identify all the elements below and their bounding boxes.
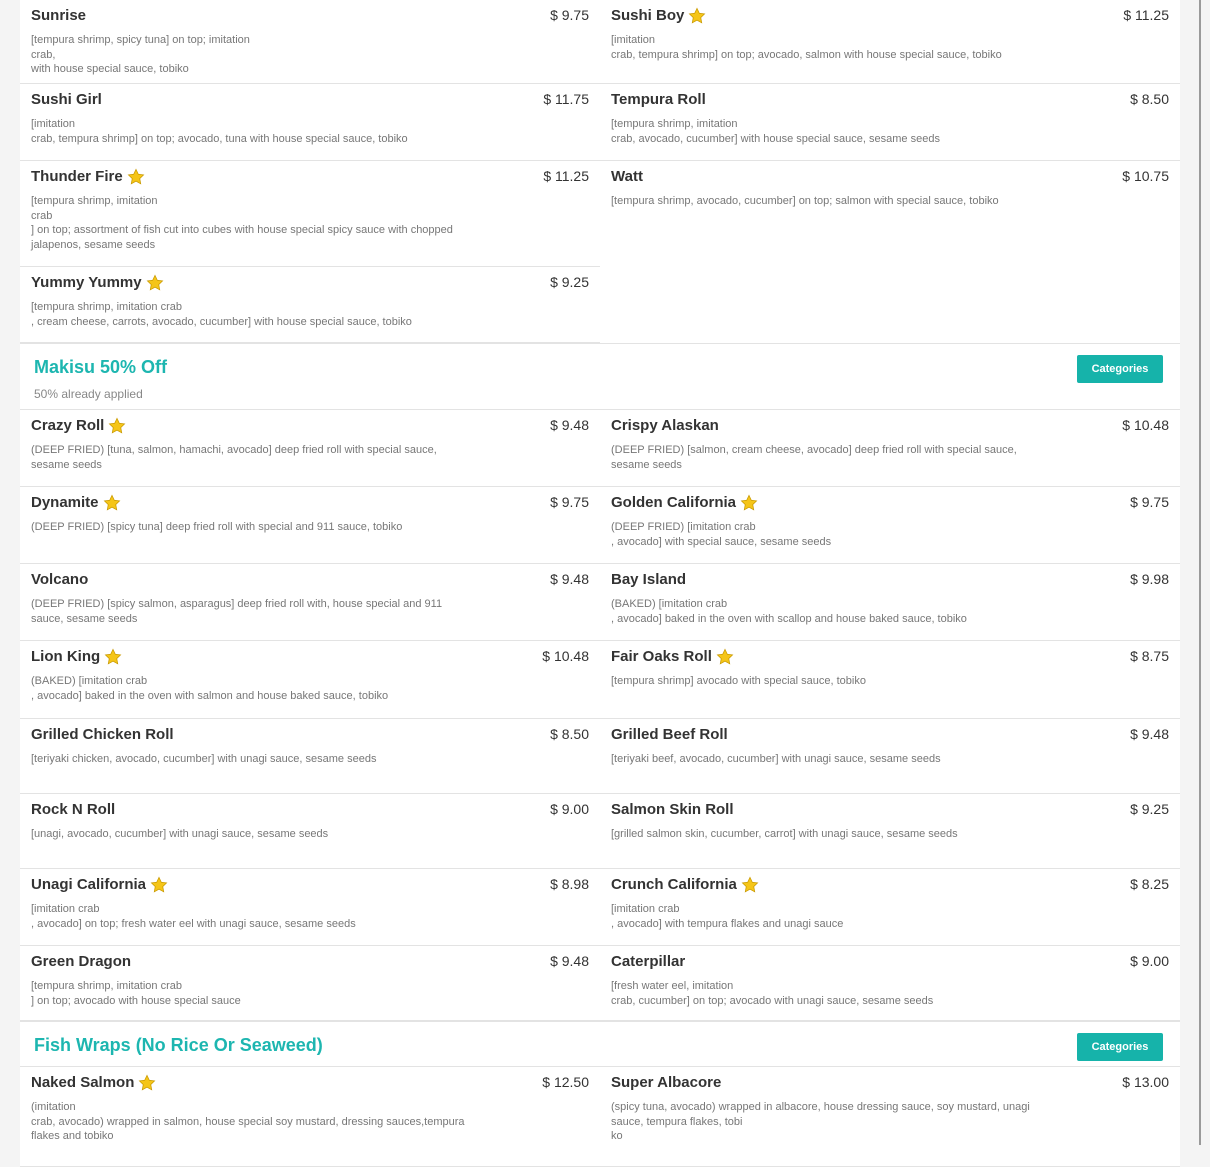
item-name [31, 274, 164, 292]
menu-item[interactable] [600, 487, 1180, 564]
item-name-text: Naked Salmon [31, 1074, 135, 1091]
item-name [611, 7, 706, 25]
menu-item[interactable] [600, 84, 1180, 161]
item-name [611, 168, 643, 186]
item-name [31, 726, 174, 744]
menu-item[interactable] [600, 410, 1180, 487]
menu-item[interactable] [600, 161, 1180, 267]
item-description: [tempura shrimp, imitation crab, avocado, cucumber] with house special sauce, sesame seeds [611, 118, 940, 145]
item-name [31, 648, 122, 666]
item-name-text: Yummy Yummy [31, 274, 142, 291]
item-name [611, 91, 706, 109]
item-price: $ 9.98 [1130, 571, 1169, 587]
item-description: [tempura shrimp] avocado with special sauce, tobiko [611, 675, 866, 687]
item-price: $ 12.50 [542, 1074, 589, 1090]
item-name-text: Crunch California [611, 876, 737, 893]
category-title: Makisu 50% Off [34, 357, 168, 377]
item-price: $ 10.48 [1122, 417, 1169, 433]
menu-item[interactable] [600, 1067, 1180, 1167]
item-name [611, 801, 734, 819]
item-name-text: Tempura Roll [611, 91, 706, 108]
category-header-makisu [20, 343, 1180, 410]
item-price: $ 11.25 [1123, 7, 1169, 23]
menu-item[interactable] [20, 641, 600, 719]
menu-container [20, 0, 1180, 1167]
category-header-fish-wraps [20, 1021, 1180, 1067]
menu-item[interactable] [20, 267, 600, 343]
item-description: (DEEP FRIED) [salmon, cream cheese, avocado] deep fried roll with special sauce, sesame seeds [611, 444, 1017, 471]
item-price: $ 8.98 [550, 876, 589, 892]
item-price: $ 9.75 [550, 494, 589, 510]
menu-item[interactable] [600, 869, 1180, 946]
item-description: [tempura shrimp, imitation crab ] on top; assortment of fish cut into cubes with house special spicy sauce with chopped jalapenos, sesame seeds [31, 195, 453, 251]
item-name-text: Rock N Roll [31, 801, 116, 818]
menu-item[interactable] [600, 641, 1180, 719]
item-description: (BAKED) [imitation crab , avocado] baked in the oven with scallop and house baked sauce, tobiko [611, 598, 967, 625]
menu-item[interactable] [600, 0, 1180, 84]
item-description: [imitation crab , avocado] with tempura flakes and unagi sauce [611, 903, 844, 930]
item-name-text: Bay Island [611, 571, 687, 588]
star-icon [740, 494, 758, 512]
menu-item[interactable] [20, 946, 600, 1021]
item-name [611, 417, 719, 435]
star-icon [103, 494, 121, 512]
item-name [31, 571, 88, 589]
item-price: $ 9.48 [550, 417, 589, 433]
item-description: (imitation crab, avocado) wrapped in salmon, house special soy mustard, dressing sauces,tempura flakes and tobiko [31, 1101, 465, 1142]
item-price: $ 8.25 [1130, 876, 1169, 892]
item-description: [tempura shrimp, imitation crab ] on top; avocado with house special sauce [31, 980, 241, 1007]
item-price: $ 10.48 [542, 648, 589, 664]
item-name-text: Sushi Boy [611, 7, 685, 24]
item-price: $ 9.25 [1130, 801, 1169, 817]
item-name-text: Dynamite [31, 494, 99, 511]
star-icon [716, 648, 734, 666]
star-icon [138, 1074, 156, 1092]
item-name-text: Green Dragon [31, 953, 132, 970]
item-description: [teriyaki beef, avocado, cucumber] with unagi sauce, sesame seeds [611, 753, 941, 765]
star-icon [150, 876, 168, 894]
item-name-text: Caterpillar [611, 953, 686, 970]
item-name [31, 417, 126, 435]
item-name [31, 494, 121, 512]
item-price: $ 9.75 [1130, 494, 1169, 510]
menu-item[interactable] [20, 1067, 600, 1167]
menu-item[interactable] [600, 719, 1180, 794]
item-name [611, 648, 734, 666]
item-price: $ 10.75 [1122, 168, 1169, 184]
star-icon [146, 274, 164, 292]
item-name [31, 801, 115, 819]
menu-item[interactable] [20, 487, 600, 564]
item-name-text: Crispy Alaskan [611, 417, 719, 434]
menu-item[interactable] [20, 0, 600, 84]
menu-item[interactable] [20, 84, 600, 161]
item-description: [grilled salmon skin, cucumber, carrot] with unagi sauce, sesame seeds [611, 828, 958, 840]
menu-item[interactable] [20, 869, 600, 946]
item-price: $ 11.25 [543, 168, 589, 184]
item-price: $ 8.75 [1130, 648, 1169, 664]
item-name [31, 1074, 156, 1092]
item-name-text: Salmon Skin Roll [611, 801, 734, 818]
item-price: $ 9.48 [550, 571, 589, 587]
categories-button[interactable]: Categories [1077, 355, 1163, 383]
menu-item[interactable] [20, 564, 600, 641]
item-name-text: Watt [611, 168, 643, 185]
menu-item[interactable] [20, 794, 600, 869]
item-name-text: Grilled Chicken Roll [31, 726, 174, 743]
item-price: $ 13.00 [1122, 1074, 1169, 1090]
star-icon [104, 648, 122, 666]
item-price: $ 9.48 [550, 953, 589, 969]
item-description: [teriyaki chicken, avocado, cucumber] with unagi sauce, sesame seeds [31, 753, 377, 765]
item-price: $ 8.50 [1130, 91, 1169, 107]
item-description: [tempura shrimp, imitation crab , cream cheese, carrots, avocado, cucumber] with house special sauce, tobiko [31, 301, 412, 328]
menu-grid-fish-wraps [20, 1067, 1180, 1167]
menu-item[interactable] [600, 564, 1180, 641]
menu-item[interactable] [20, 719, 600, 794]
item-name-text: Sushi Girl [31, 91, 102, 108]
item-name-text: Grilled Beef Roll [611, 726, 728, 743]
item-description: (DEEP FRIED) [imitation crab , avocado] with special sauce, sesame seeds [611, 521, 832, 548]
item-name [31, 953, 131, 971]
item-description: (BAKED) [imitation crab , avocado] baked in the oven with salmon and house baked sauce, tobiko [31, 675, 389, 702]
item-name-text: Volcano [31, 571, 89, 588]
item-price: $ 8.50 [550, 726, 589, 742]
item-name-text: Lion King [31, 648, 101, 665]
item-description: [imitation crab, tempura shrimp] on top; avocado, tuna with house special sauce, tobiko [31, 118, 408, 145]
item-name [31, 7, 86, 25]
item-name [31, 91, 102, 109]
item-description: [tempura shrimp, spicy tuna] on top; imitation crab, with house special sauce, tobiko [31, 34, 250, 75]
item-description: [unagi, avocado, cucumber] with unagi sauce, sesame seeds [31, 828, 329, 840]
item-name-text: Sunrise [31, 7, 87, 24]
item-name-text: Fair Oaks Roll [611, 648, 712, 665]
item-price: $ 9.00 [550, 801, 589, 817]
categories-button[interactable]: Categories [1077, 1033, 1163, 1061]
item-name [611, 1074, 721, 1092]
scrollbar-edge [1199, 0, 1201, 1145]
menu-grid-makisu [20, 410, 1180, 1021]
category-title: Fish Wraps (No Rice Or Seaweed) [34, 1035, 323, 1055]
item-name [611, 494, 758, 512]
item-description: [tempura shrimp, avocado, cucumber] on top; salmon with special sauce, tobiko [611, 195, 999, 207]
item-price: $ 11.75 [543, 91, 589, 107]
item-name [31, 876, 168, 894]
item-name-text: Crazy Roll [31, 417, 105, 434]
item-description: [imitation crab , avocado] on top; fresh water eel with unagi sauce, sesame seeds [31, 903, 356, 930]
item-price: $ 9.48 [1130, 726, 1169, 742]
item-name-text: Super Albacore [611, 1074, 722, 1091]
item-description: [imitation crab, tempura shrimp] on top; avocado, salmon with house special sauce, tobiko [611, 34, 1002, 61]
star-icon [741, 876, 759, 894]
item-price: $ 9.25 [550, 274, 589, 290]
item-name [611, 726, 728, 744]
star-icon [127, 168, 145, 186]
star-icon [688, 7, 706, 25]
item-name [31, 168, 145, 186]
category-subtitle: 50% already applied [34, 387, 143, 401]
star-icon [108, 417, 126, 435]
item-name-text: Golden California [611, 494, 737, 511]
menu-item[interactable] [600, 946, 1180, 1021]
menu-grid-rolls [20, 0, 1180, 343]
menu-item[interactable] [20, 161, 600, 267]
item-name [611, 953, 685, 971]
item-description: [fresh water eel, imitation crab, cucumber] on top; avocado with unagi sauce, sesame seeds [611, 980, 934, 1007]
item-name-text: Thunder Fire [31, 168, 123, 185]
item-description: (spicy tuna, avocado) wrapped in albacore, house dressing sauce, soy mustard, unagi sauce, tempura flakes, tobi ko [611, 1101, 1030, 1142]
item-price: $ 9.75 [550, 7, 589, 23]
item-description: (DEEP FRIED) [spicy salmon, asparagus] deep fried roll with, house special and 911 sauce, sesame seeds [31, 598, 443, 625]
item-name-text: Unagi California [31, 876, 147, 893]
menu-item[interactable] [20, 410, 600, 487]
item-price: $ 9.00 [1130, 953, 1169, 969]
item-name [611, 571, 686, 589]
item-name [611, 876, 759, 894]
item-description: (DEEP FRIED) [spicy tuna] deep fried roll with special and 911 sauce, tobiko [31, 521, 403, 533]
item-description: (DEEP FRIED) [tuna, salmon, hamachi, avocado] deep fried roll with special sauce, sesame seeds [31, 444, 437, 471]
menu-item[interactable] [600, 794, 1180, 869]
empty-cell [600, 267, 1180, 343]
